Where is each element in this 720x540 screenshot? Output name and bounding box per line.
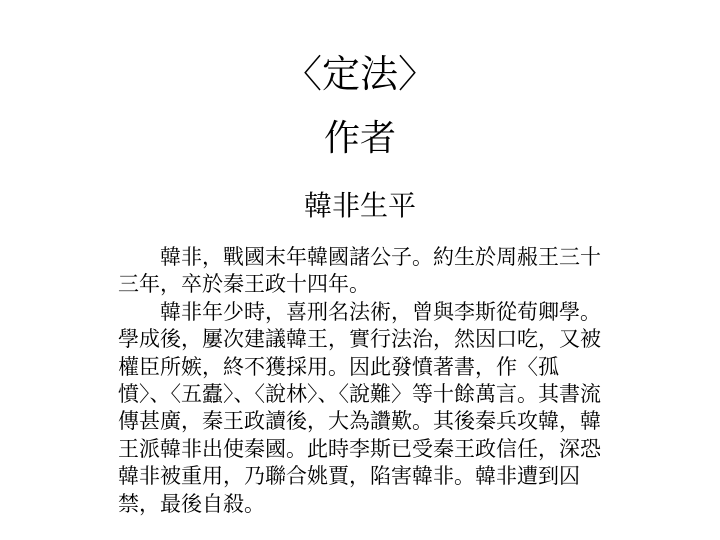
paragraph: 韓非年少時，喜刑名法術，曾與李斯從荀卿學。學成後，屢次建議韓王，實行法治，然因口吃，又被權臣所嫉，終不獲採用。因此發憤著書，作〈孤憤〉、〈五蠹〉、〈說林〉、〈說難〉等十餘萬言。其書流傳甚廣，秦王政讀後，大為讚歎。其後秦兵攻韓，韓王派韓非出使秦國。此時李斯已受秦王政信任，深恐韓非被重用，乃聯合姚賈，陷害韓非。韓非遭到囚禁，最後自殺。: [118, 299, 601, 516]
slide-title: 〈定法〉: [283, 52, 436, 96]
section-heading: 韓非生平: [303, 189, 416, 222]
body-text: [118, 244, 602, 518]
slide-subtitle: 作者: [323, 118, 396, 159]
paragraph: 韓非，戰國末年韓國諸公子。約生於周赧王三十三年，卒於秦王政十四年。: [118, 245, 601, 297]
